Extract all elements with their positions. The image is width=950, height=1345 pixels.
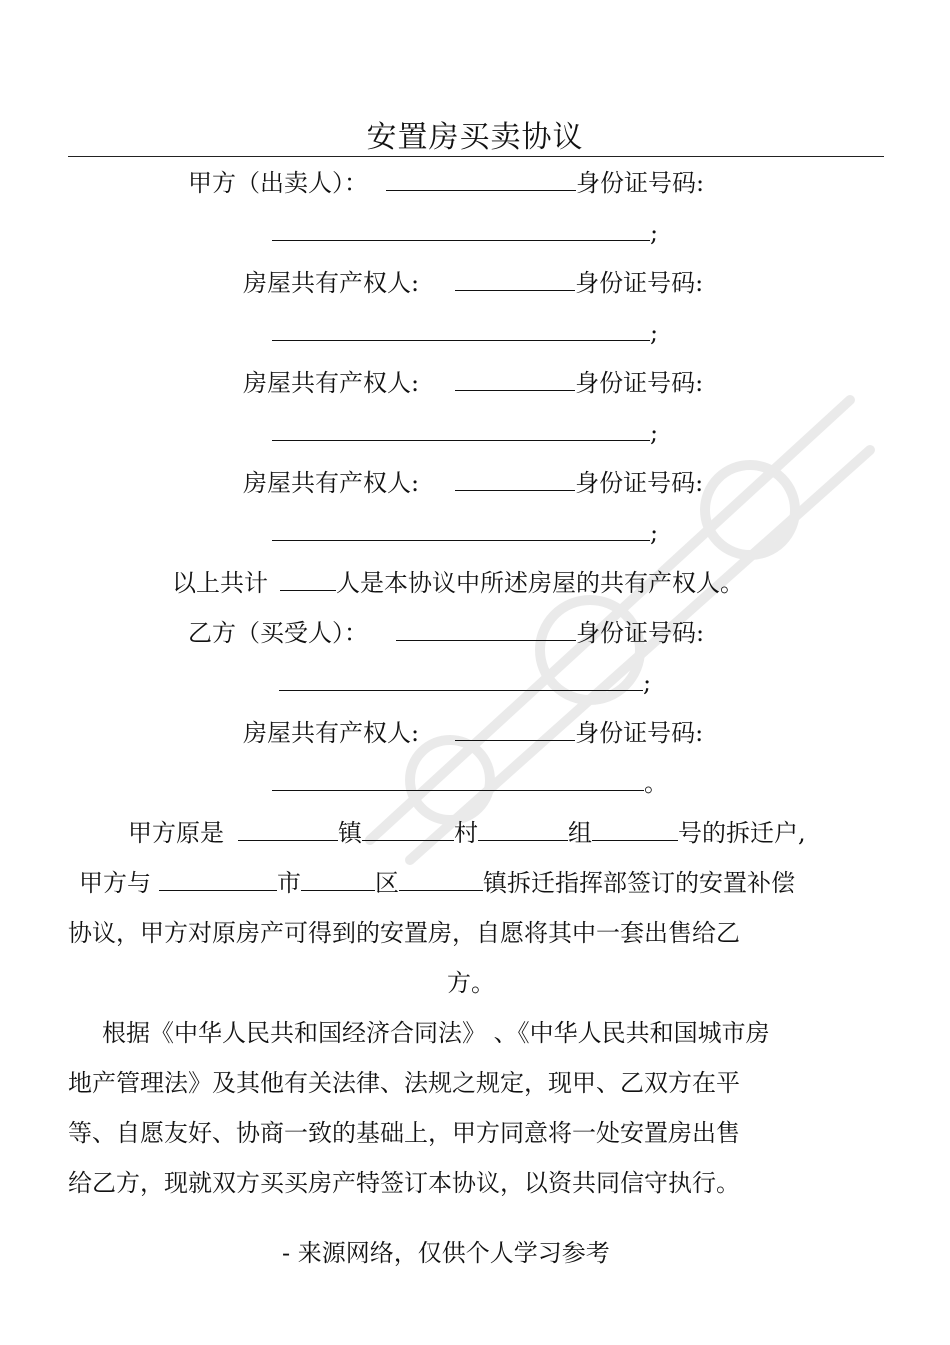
party-b-id-blank (279, 668, 643, 691)
group-blank (478, 818, 568, 841)
para1-text: 甲方与 (79, 869, 151, 897)
co-owner-id-line-1 (272, 318, 658, 348)
co-owner-name-blank (455, 468, 575, 491)
co-owner-label: 房屋共有产权人: (243, 369, 420, 397)
period: 。 (644, 769, 668, 797)
id-label: 身份证号码: (575, 269, 704, 297)
city-blank (159, 868, 277, 891)
co-owner-id-line-2 (272, 418, 658, 448)
town-blank (238, 818, 338, 841)
co-owner-id-blank (272, 418, 650, 441)
co-owner-label: 房屋共有产权人: (243, 269, 420, 297)
co-owner-id-blank (272, 518, 650, 541)
co-owner-line-3 (243, 468, 703, 498)
party-b-name-blank (396, 618, 576, 641)
party-b-id-line (279, 668, 651, 698)
id-label: 身份证号码: (575, 719, 704, 747)
para1-text: 区 (375, 869, 399, 897)
co-owner-line-1 (243, 268, 703, 298)
party-a-id-blank (272, 218, 650, 241)
semicolon: ; (650, 319, 659, 347)
id-label: 身份证号码: (575, 469, 704, 497)
co-owner-name-blank (455, 718, 575, 741)
para1-text: 村 (454, 819, 478, 847)
co-owner-name-blank (455, 368, 575, 391)
total-suffix: 人是本协议中所述房屋的共有产权人。 (336, 569, 744, 597)
co-owner-id-blank (272, 318, 650, 341)
party-a-label: 甲方（出卖人）： (188, 169, 368, 197)
id-label: 身份证号码: (576, 169, 705, 197)
para2-line1: 根据《中华人民共和国经济合同法》 、《中华人民共和国城市房 (102, 1019, 770, 1047)
page-footer: - 来源网络，仅供个人学习参考 (282, 1239, 610, 1267)
para1-line4: 方。 (447, 969, 495, 997)
co-owner-line-2 (243, 368, 703, 398)
district-blank (301, 868, 375, 891)
co-owner-total-line (172, 568, 744, 598)
para1-text: 市 (277, 869, 301, 897)
para1-text: 镇拆迁指挥部签订的安置补偿 (483, 869, 795, 897)
co-owner-id-line-3 (272, 518, 658, 548)
para1-line2 (79, 868, 795, 898)
document-title: 安置房买卖协议 (366, 120, 584, 155)
para2-line4: 给乙方，现就双方买买房产特签订本协议，以资共同信守执行。 (68, 1169, 740, 1197)
para1-text: 镇 (338, 819, 362, 847)
party-b-label: 乙方（买受人）： (188, 619, 368, 647)
co-owner-id-line-b (272, 768, 668, 798)
number-blank (592, 818, 678, 841)
title-divider (68, 156, 884, 157)
total-prefix: 以上共计 (172, 569, 268, 597)
id-label: 身份证号码: (575, 369, 704, 397)
semicolon: ; (650, 419, 659, 447)
party-a-name-blank (386, 168, 576, 191)
co-owner-label: 房屋共有产权人: (243, 469, 420, 497)
para1-text: 号的拆迁户, (678, 819, 806, 847)
total-count-blank (280, 568, 336, 591)
para1-line1 (128, 818, 806, 848)
co-owner-line-b (243, 718, 703, 748)
id-label: 身份证号码: (576, 619, 705, 647)
party-a-line (188, 168, 704, 198)
town2-blank (399, 868, 483, 891)
para1-text: 甲方原是 (128, 819, 224, 847)
co-owner-id-blank (272, 768, 644, 791)
co-owner-label: 房屋共有产权人: (243, 719, 420, 747)
para1-text: 组 (568, 819, 592, 847)
para2-line3: 等、自愿友好、协商一致的基础上，甲方同意将一处安置房出售 (68, 1119, 740, 1147)
semicolon: ; (643, 669, 652, 697)
para1-line3: 协议，甲方对原房产可得到的安置房，自愿将其中一套出售给乙 (68, 919, 740, 947)
semicolon: ; (650, 519, 659, 547)
co-owner-name-blank (455, 268, 575, 291)
para2-line2: 地产管理法》及其他有关法律、法规之规定，现甲、乙双方在平 (68, 1069, 740, 1097)
party-a-id-line (272, 218, 658, 248)
semicolon: ; (650, 219, 659, 247)
village-blank (362, 818, 454, 841)
party-b-line (188, 618, 704, 648)
